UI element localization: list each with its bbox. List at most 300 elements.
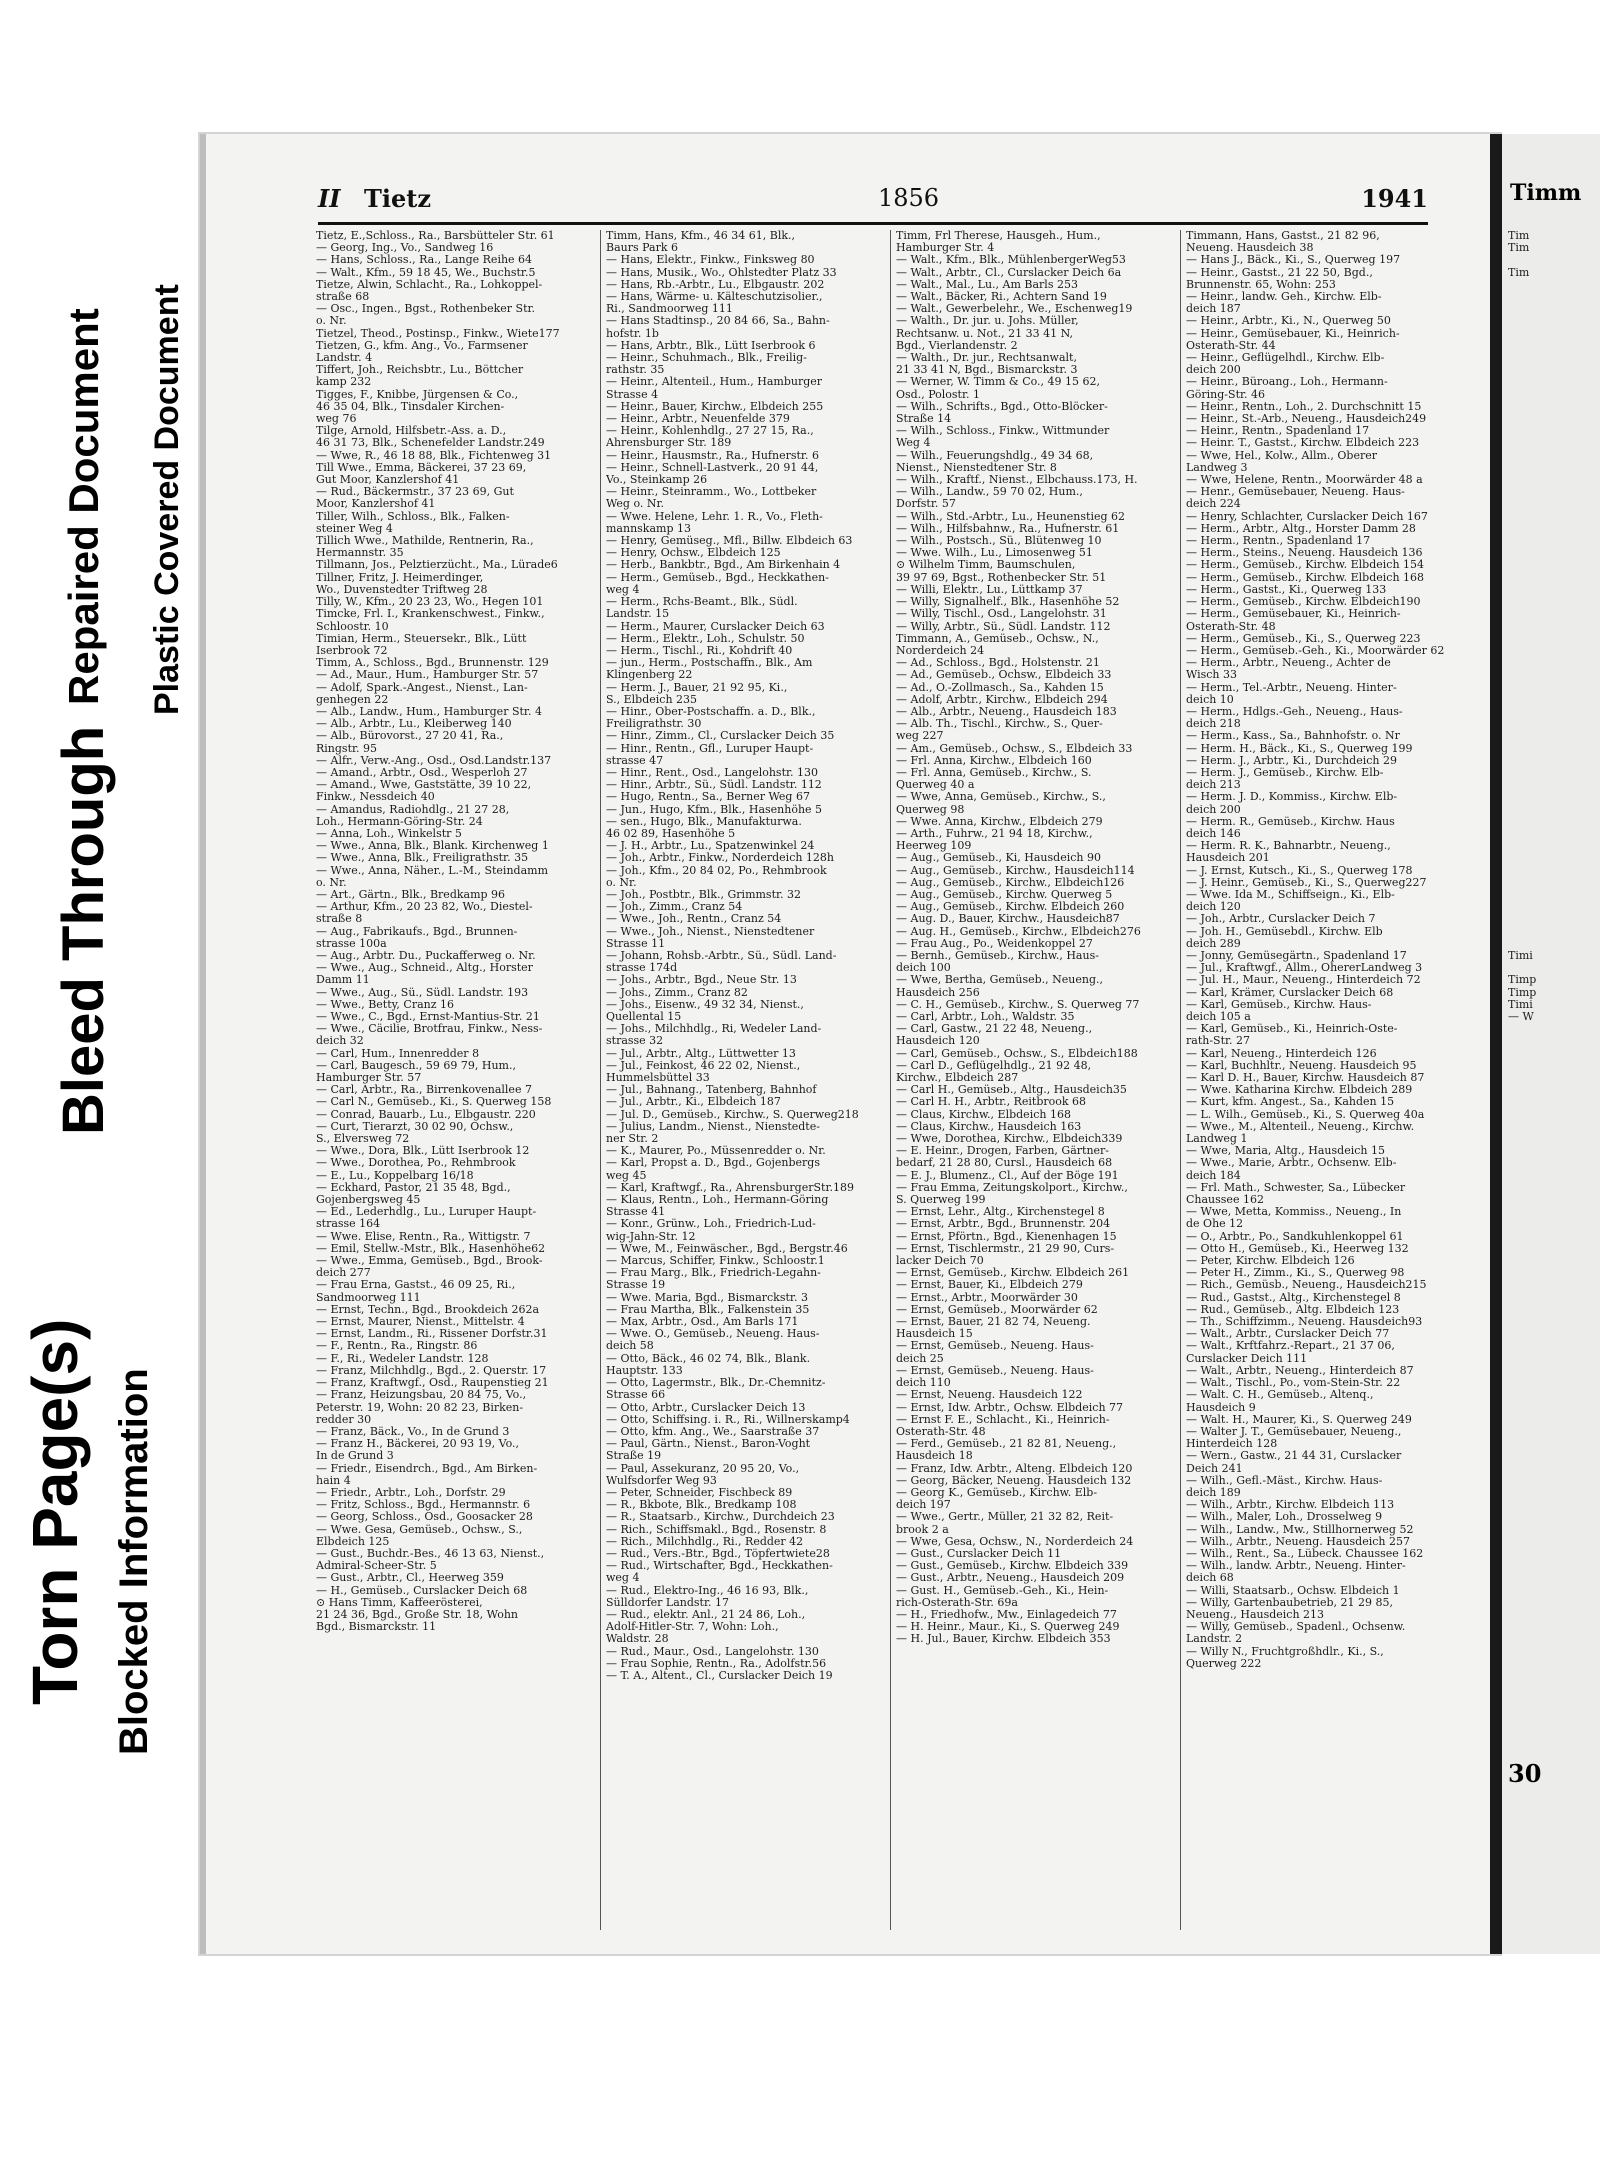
directory-entry: — Fritz, Schloss., Bgd., Hermannstr. 6 <box>316 1499 531 1512</box>
directory-entry: — Frau Sophie, Rentn., Ra., Adolfstr.56 <box>606 1657 827 1670</box>
directory-entry: — Wwe, Helene, Rentn., Moorwärder 48 a <box>1186 474 1423 487</box>
directory-entry: — Adolf, Arbtr., Kirchw., Elbdeich 294 <box>896 693 1108 706</box>
directory-entry: — Georg K., Gemüseb., Kirchw. Elb- <box>896 1486 1098 1499</box>
directory-entry: — Heinr., Schuhmach., Blk., Freilig- <box>606 352 807 365</box>
directory-entry: Tiller, Wilh., Schloss., Blk., Falken- <box>316 510 510 523</box>
adjacent-page-line <box>1508 254 1598 266</box>
directory-entry: — Ernst F. E., Schlacht., Ki., Heinrich- <box>896 1413 1110 1426</box>
directory-entry: Quellental 15 <box>606 1011 682 1023</box>
year: 1941 <box>1361 184 1428 213</box>
directory-entry: — Walt., Arbtr., Neueng., Hinterdeich 87 <box>1186 1364 1414 1377</box>
directory-entry: Deich 241 <box>1186 1462 1243 1475</box>
directory-entry: Baurs Park 6 <box>606 242 679 255</box>
directory-entry: Iserbrook 72 <box>316 644 388 657</box>
directory-entry: — Heinr., Kohlenhdlg., 27 27 15, Ra., <box>606 425 814 438</box>
directory-entry: — Wilh., Std.-Arbtr., Lu., Heunenstieg 62 <box>896 510 1126 523</box>
directory-entry: Wulfsdorfer Weg 93 <box>606 1474 717 1487</box>
directory-entry: — Wwe. Helene, Lehr. 1. R., Vo., Fleth- <box>606 510 823 523</box>
directory-entry: — Karl, Neueng., Hinterdeich 126 <box>1186 1047 1377 1060</box>
directory-entry: — Herm. J., Arbtr., Ki., Durchdeich 29 <box>1186 754 1397 767</box>
directory-entry: — Art., Gärtn., Blk., Bredkamp 96 <box>316 888 506 901</box>
adjacent-page-line <box>1508 889 1598 901</box>
adjacent-page-line <box>1508 669 1598 681</box>
directory-entry: — Frau Emma, Zeitungskolport., Kirchw., <box>896 1181 1128 1194</box>
directory-entry: deich 100 <box>896 962 951 975</box>
directory-entry: — Heinr., Geflügelhdl., Kirchw. Elb- <box>1186 352 1385 365</box>
directory-entry: Timm, A., Schloss., Bgd., Brunnenstr. 129 <box>316 657 549 670</box>
directory-entry: — Frau Erna, Gastst., 46 09 25, Ri., <box>316 1279 516 1292</box>
directory-entry: — Hans, Musik., Wo., Ohlstedter Platz 33 <box>606 266 837 279</box>
column-1 <box>316 230 594 1930</box>
directory-entry: deich 189 <box>1186 1486 1241 1499</box>
directory-entry: — Carl, Hum., Innenredder 8 <box>316 1047 480 1060</box>
directory-entry: Landweg 1 <box>1186 1133 1248 1146</box>
directory-entry: Elbdeich 125 <box>316 1535 390 1548</box>
directory-entry: Tiffert, Joh., Reichsbtr., Lu., Böttcher <box>316 364 524 377</box>
repaired-document-label: Repaired Document <box>60 308 107 705</box>
directory-entry: — Frau Aug., Po., Weidenkoppel 27 <box>896 937 1093 950</box>
directory-entry: Osd., Polostr. 1 <box>896 388 981 401</box>
adjacent-page-line <box>1508 926 1598 938</box>
directory-entry: — Rich., Milchhdlg., Ri., Redder 42 <box>606 1535 804 1548</box>
directory-entry: — Ad., Gemüseb., Ochsw., Elbdeich 33 <box>896 669 1112 682</box>
adjacent-page-line: — W <box>1508 1010 1534 1023</box>
directory-entry: Strasse 19 <box>606 1279 666 1292</box>
directory-entry: — Jul. H., Maur., Neueng., Hinterdeich 72 <box>1186 974 1421 987</box>
directory-entry: deich 58 <box>606 1340 654 1353</box>
directory-entry: — Wwe., Cäcilie, Brotfrau, Finkw., Ness- <box>316 1023 543 1036</box>
directory-entry: 46 35 04, Blk., Tinsdaler Kirchen- <box>316 400 505 413</box>
directory-entry: deich 200 <box>1186 364 1241 377</box>
directory-entry: — Ernst, Gemüseb., Neueng. Haus- <box>896 1340 1094 1353</box>
directory-entry: — Curt, Tierarzt, 30 02 90, Ochsw., <box>316 1120 514 1133</box>
directory-entry: — Rud., elektr. Anl., 21 24 86, Loh., <box>606 1608 806 1621</box>
directory-entry: In de Grund 3 <box>316 1450 394 1463</box>
directory-entry: — Rich., Gemüsb., Neueng., Hausdeich215 <box>1186 1279 1427 1292</box>
directory-entry: hofstr. 1b <box>606 327 659 340</box>
plastic-covered-label: Plastic Covered Document <box>148 284 186 715</box>
directory-entry: — Heinr., landw. Geh., Kirchw. Elb- <box>1186 291 1382 304</box>
directory-entry: Landweg 3 <box>1186 461 1248 474</box>
directory-entry: Vo., Steinkamp 26 <box>606 474 708 487</box>
adjacent-page-line <box>1508 352 1598 364</box>
directory-entry: Gut Moor, Kanzlershof 41 <box>316 474 460 487</box>
directory-entry: — Willy, Gemüseb., Spadenl., Ochsenw. <box>1186 1621 1406 1634</box>
directory-entry: — Wilh., Landw., 59 70 02, Hum., <box>896 486 1083 499</box>
book-gutter <box>1490 134 1502 1954</box>
directory-entry: — Gust., Arbtr., Cl., Heerweg 359 <box>316 1572 504 1585</box>
directory-entry: — Herm., Gemüseb., Kirchw. Elbdeich 168 <box>1186 571 1425 584</box>
directory-entry: Querweg 98 <box>896 803 965 816</box>
directory-entry: — Wwe., Emma, Gemüseb., Bgd., Brook- <box>316 1255 543 1268</box>
directory-entry: — Wilh., Gefl.-Mäst., Kirchw. Haus- <box>1186 1474 1383 1487</box>
directory-entry: ⊙ Wilhelm Timm, Baumschulen, <box>896 559 1076 572</box>
directory-entry: — J. Ernst, Kutsch., Ki., S., Querweg 178 <box>1186 864 1413 877</box>
directory-entry: Tietzel, Theod., Postinsp., Finkw., Wiete177 <box>316 327 560 340</box>
directory-entry: brook 2 a <box>896 1523 949 1536</box>
directory-entry: — Alb., Bürovorst., 27 20 41, Ra., <box>316 730 504 743</box>
directory-entry: — Otto, Arbtr., Curslacker Deich 13 <box>606 1401 806 1414</box>
directory-entry: — Peter H., Zimm., Ki., S., Querweg 98 <box>1186 1267 1405 1280</box>
directory-entry: — Jul., Kraftwgf., Allm., OhererLandweg 3 <box>1186 962 1423 975</box>
directory-entry: — Herm., Maurer, Curslacker Deich 63 <box>606 620 825 633</box>
adjacent-page-line <box>1508 804 1598 816</box>
directory-entry: — Herm. J., Gemüseb., Kirchw. Elb- <box>1186 766 1384 779</box>
adjacent-page-line <box>1508 498 1598 510</box>
directory-entry: — Herm. J. D., Kommiss., Kirchw. Elb- <box>1186 791 1398 804</box>
directory-entry: — Claus, Kirchw., Elbdeich 168 <box>896 1108 1071 1121</box>
directory-entry: — Wilh., Postsch., Sü., Blütenweg 10 <box>896 535 1102 548</box>
directory-entry: de Ohe 12 <box>1186 1218 1244 1231</box>
directory-entry: — Rud., Maur., Osd., Langelohstr. 130 <box>606 1645 819 1658</box>
directory-entry: Strasse 4 <box>606 388 659 401</box>
directory-entry: Tillner, Fritz, J. Heimerdinger, <box>316 571 484 584</box>
directory-entry: Tietz, E.,Schloss., Ra., Barsbütteler Str. 61 <box>316 230 555 242</box>
directory-entry: — C. H., Gemüseb., Kirchw., S. Querweg 77 <box>896 998 1140 1011</box>
directory-entry: Wo., Duvenstedter Triftweg 28 <box>316 583 488 596</box>
directory-entry: Chaussee 162 <box>1186 1194 1264 1207</box>
directory-entry: — Hinr., Ober-Postschaffn. a. D., Blk., <box>606 705 816 718</box>
directory-entry: — Arth., Fuhrw., 21 94 18, Kirchw., <box>896 827 1093 840</box>
directory-entry: 39 97 69, Bgst., Rothenbecker Str. 51 <box>896 571 1107 584</box>
adjacent-page-line <box>1508 315 1598 327</box>
directory-entry: — Rud., Gemüseb., Altg. Elbdeich 123 <box>1186 1303 1400 1316</box>
adjacent-page-line <box>1508 706 1598 718</box>
directory-entry: Hinterdeich 128 <box>1186 1438 1278 1451</box>
directory-entry: Hausdeich 9 <box>1186 1401 1256 1414</box>
directory-entry: — Amand., Arbtr., Osd., Wesperloh 27 <box>316 766 528 779</box>
directory-entry: — Carl D., Geflügelhdlg., 21 92 48, <box>896 1059 1092 1072</box>
scanned-page <box>200 134 1500 1954</box>
adjacent-page-line <box>1508 596 1598 608</box>
directory-entry: 21 33 41 N, Bgd., Bismarckstr. 3 <box>896 364 1078 377</box>
directory-entry: — Aug. D., Bauer, Kirchw., Hausdeich87 <box>896 913 1120 926</box>
adjacent-page-line <box>1508 303 1598 315</box>
directory-entry: — Henr., Gemüsebauer, Neueng. Haus- <box>1186 486 1405 499</box>
directory-entry: — Willy, Tischl., Osd., Langelohstr. 31 <box>896 608 1107 621</box>
directory-entry: mannskamp 13 <box>606 522 691 535</box>
adjacent-page-line <box>1508 511 1598 523</box>
directory-entry: — Karl D. H., Bauer, Kirchw. Hausdeich 87 <box>1186 1072 1425 1085</box>
directory-entry: ⊙ Hans Timm, Kaffeerösterei, <box>316 1596 483 1609</box>
directory-entry: rathstr. 35 <box>606 364 665 377</box>
directory-entry: — Wilh., Arbtr., Kirchw. Elbdeich 113 <box>1186 1499 1395 1512</box>
directory-entry: — Herm., Rchs-Beamt., Blk., Südl. <box>606 596 798 609</box>
directory-entry: 46 31 73, Blk., Schenefelder Landstr.249 <box>316 437 545 450</box>
directory-entry: — E., Lu., Koppelbarg 16/18 <box>316 1169 474 1182</box>
directory-entry: — H. Jul., Bauer, Kirchw. Elbdeich 353 <box>896 1633 1111 1646</box>
directory-entry: — Wilh., landw. Arbtr., Neueng. Hinter- <box>1186 1560 1406 1573</box>
directory-entry: deich 289 <box>1186 937 1241 950</box>
directory-entry: Osterath-Str. 48 <box>896 1425 986 1438</box>
adjacent-page-heading: Timm <box>1510 180 1582 206</box>
directory-entry: — Rud., Elektro-Ing., 46 16 93, Blk., <box>606 1584 809 1597</box>
directory-entry: Tilly, W., Kfm., 20 23 23, Wo., Hegen 101 <box>316 596 544 609</box>
directory-entry: — Walt. C. H., Gemüseb., Altenq., <box>1186 1389 1374 1402</box>
directory-entry: — Wwe., M., Altenteil., Neueng., Kirchw. <box>1186 1120 1415 1133</box>
directory-entry: deich 187 <box>1186 303 1241 316</box>
adjacent-page-line: Tim <box>1508 229 1530 242</box>
directory-entry: wig-Jahn-Str. 12 <box>606 1230 696 1243</box>
directory-entry: — Frl. Anna, Gemüseb., Kirchw., S. <box>896 766 1092 779</box>
adjacent-page-line <box>1508 291 1598 303</box>
directory-entry: — Wwe., Dorothea, Po., Rehmbrook <box>316 1157 516 1170</box>
column-3 <box>896 230 1174 1930</box>
directory-entry: — Wwe, Maria, Altg., Hausdeich 15 <box>1186 1145 1385 1158</box>
directory-entry: — Herm., Gemüseb., Kirchw. Elbdeich190 <box>1186 596 1421 609</box>
directory-entry: — Ernst, Idw. Arbtr., Ochsw. Elbdeich 77 <box>896 1401 1124 1414</box>
directory-entry: — Herm., Arbtr., Altg., Horster Damm 28 <box>1186 522 1416 535</box>
directory-entry: — Wilh., Schloss., Finkw., Wittmunder <box>896 425 1110 438</box>
directory-entry: — Jul., Arbtr., Ki., Elbdeich 187 <box>606 1096 781 1109</box>
directory-entry: — Heinr., Hausmstr., Ra., Hufnerstr. 6 <box>606 449 819 462</box>
directory-entry: Querweg 222 <box>1186 1657 1262 1670</box>
directory-entry: — Heinr., Steinramm., Wo., Lottbeker <box>606 486 817 499</box>
directory-entry: deich 224 <box>1186 498 1241 511</box>
adjacent-page-line <box>1508 523 1598 535</box>
directory-entry: — Joh., Kfm., 20 84 02, Po., Rehmbrook <box>606 864 827 877</box>
directory-entry: — Alb., Arbtr., Neueng., Hausdeich 183 <box>896 705 1117 718</box>
page-header <box>318 180 1428 225</box>
directory-entry: strasse 164 <box>316 1218 381 1231</box>
directory-entry: — Herm., Hdlgs.-Geh., Neueng., Haus- <box>1186 705 1403 718</box>
directory-entry: — Max, Arbtr., Osd., Am Barls 171 <box>606 1316 799 1329</box>
directory-entry: — Otto, kfm. Ang., We., Saarstraße 37 <box>606 1425 820 1438</box>
directory-entry: — Henry, Ochsw., Elbdeich 125 <box>606 547 781 560</box>
directory-entry: — Walth., Dr. jur. u. Johs. Müller, <box>896 315 1079 328</box>
adjacent-page-line <box>1508 913 1598 925</box>
directory-entry: — Hinr., Zimm., Cl., Curslacker Deich 35 <box>606 730 835 743</box>
adjacent-page-line <box>1508 852 1598 864</box>
directory-entry: redder 30 <box>316 1413 372 1426</box>
directory-entry: Hausdeich 256 <box>896 986 980 999</box>
directory-entry: — Herm., Gastst., Ki., Querweg 133 <box>1186 583 1387 596</box>
directory-entry: — Friedr., Arbtr., Loh., Dorfstr. 29 <box>316 1486 506 1499</box>
directory-entry: Hausdeich 18 <box>896 1450 973 1463</box>
directory-entry: — Jul. D., Gemüseb., Kirchw., S. Querweg218 <box>606 1108 859 1121</box>
directory-entry: Ri., Sandmoorweg 111 <box>606 303 733 316</box>
directory-entry: genhegen 22 <box>316 693 389 706</box>
adjacent-page-line <box>1508 657 1598 669</box>
directory-entry: — Heinr., Rentn., Loh., 2. Durchschnitt 15 <box>1186 400 1422 413</box>
directory-entry: ner Str. 2 <box>606 1133 659 1146</box>
directory-entry: — Wilh., Landw., Mw., Stillhornerweg 52 <box>1186 1523 1414 1536</box>
directory-entry: — E. J., Blumenz., Cl., Auf der Böge 191 <box>896 1169 1119 1182</box>
directory-entry: Tigges, F., Knibbe, Jürgensen & Co., <box>316 388 519 401</box>
directory-entry: deich 68 <box>1186 1572 1234 1585</box>
directory-entry: — Wwe, R., 46 18 88, Blk., Fichtenweg 31 <box>316 449 552 462</box>
directory-entry: deich 200 <box>1186 803 1241 816</box>
directory-entry: — Wilh., Feuerungshdlg., 49 34 68, <box>896 449 1094 462</box>
directory-entry: — H., Gemüseb., Curslacker Deich 68 <box>316 1584 528 1597</box>
directory-entry: — O., Arbtr., Po., Sandkuhlenkoppel 61 <box>1186 1230 1404 1243</box>
directory-entry: Strasse 66 <box>606 1389 666 1402</box>
directory-entry: — Anna, Loh., Winkelstr 5 <box>316 827 462 840</box>
directory-entry: — Willy, Arbtr., Sü., Südl. Landstr. 112 <box>896 620 1111 633</box>
directory-entry: — Hans, Schloss., Ra., Lange Reihe 64 <box>316 254 533 267</box>
adjacent-page-line <box>1508 633 1598 645</box>
directory-entry: — Herm., Elektr., Loh., Schulstr. 50 <box>606 632 805 645</box>
directory-entry: — Herm., Kass., Sa., Bahnhofstr. o. Nr <box>1186 730 1400 743</box>
directory-entry: — Rud., Wirtschafter, Bgd., Heckkathen- <box>606 1560 833 1573</box>
adjacent-page-line <box>1508 279 1598 291</box>
directory-entry: Weg o. Nr. <box>606 498 665 511</box>
directory-entry: Neueng., Hausdeich 213 <box>1186 1608 1325 1621</box>
directory-entry: — Ernst, Pförtn., Bgd., Kienenhagen 15 <box>896 1230 1117 1243</box>
directory-entry: — Walter J. T., Gemüsebauer, Neueng., <box>1186 1425 1402 1438</box>
adjacent-page-column <box>1508 230 1598 1023</box>
column-4 <box>1186 230 1464 1930</box>
directory-entry: — Amand., Wwe, Gaststätte, 39 10 22, <box>316 779 532 792</box>
directory-entry: — Peter, Schneider, Fischbeck 89 <box>606 1486 793 1499</box>
directory-entry: — Walt., Gewerbelehr., We., Eschenweg19 <box>896 303 1133 316</box>
directory-entry: rath-Str. 27 <box>1186 1035 1251 1048</box>
directory-entry: deich 25 <box>896 1352 944 1365</box>
directory-entry: Rechtsanw. u. Not., 21 33 41 N, <box>896 327 1073 340</box>
directory-entry: — Willi, Elektr., Lu., Lüttkamp 37 <box>896 583 1083 596</box>
directory-entry: — Herm., Tischl., Ri., Kohdrift 40 <box>606 644 793 657</box>
directory-entry: o. Nr. <box>316 876 347 889</box>
directory-entry: — Wwe. Katharina Kirchw. Elbdeich 289 <box>1186 1084 1413 1097</box>
adjacent-page <box>1502 134 1600 1954</box>
adjacent-page-line <box>1508 816 1598 828</box>
directory-entry: — Walt. H., Maurer, Ki., S. Querweg 249 <box>1186 1413 1412 1426</box>
adjacent-page-line <box>1508 743 1598 755</box>
directory-entry: Timcke, Frl. I., Krankenschwest., Finkw., <box>316 608 545 621</box>
directory-entry: — Wwe., Joh., Nienst., Nienstedtener <box>606 925 815 938</box>
directory-entry: — Gust., Curslacker Deich 11 <box>896 1547 1062 1560</box>
directory-entry: Göring-Str. 46 <box>1186 388 1266 401</box>
directory-entry: — Wwe., Aug., Sü., Südl. Landstr. 193 <box>316 986 529 999</box>
directory-entry: — Herm. J., Bauer, 21 92 95, Ki., <box>606 681 788 694</box>
directory-entry: — Wwe. Gesa, Gemüseb., Ochsw., S., <box>316 1523 523 1536</box>
directory-entry: — Walt., Tischl., Po., vom-Stein-Str. 22 <box>1186 1377 1401 1390</box>
directory-entry: Timmann, Hans, Gastst., 21 82 96, <box>1186 230 1380 242</box>
directory-entry: — Frl. Anna, Kirchw., Elbdeich 160 <box>896 754 1092 767</box>
directory-entry: — Karl, Kraftwgf., Ra., AhrensburgerStr.189 <box>606 1181 854 1194</box>
directory-entry: — Rich., Schiffsmakl., Bgd., Rosenstr. 8 <box>606 1523 827 1536</box>
directory-entry: — L. Wilh., Gemüseb., Ki., S. Querweg 40a <box>1186 1108 1425 1121</box>
adjacent-page-line <box>1508 608 1598 620</box>
adjacent-page-line <box>1508 389 1598 401</box>
directory-entry: — Alb., Landw., Hum., Hamburger Str. 4 <box>316 705 542 718</box>
directory-entry: — Kurt, kfm. Angest., Sa., Kahden 15 <box>1186 1096 1395 1109</box>
directory-entry: — Emil, Stellw.-Mstr., Blk., Hasenhöhe62 <box>316 1242 546 1255</box>
directory-entry: Klingenberg 22 <box>606 669 693 682</box>
directory-entry: Weg 4 <box>896 437 931 450</box>
directory-entry: — Aug., Gemüseb., Ki, Hausdeich 90 <box>896 852 1101 865</box>
directory-entry: — Ernst, Gemüseb., Kirchw. Elbdeich 261 <box>896 1267 1130 1280</box>
directory-entry: Tietze, Alwin, Schlacht., Ra., Lohkoppel- <box>316 278 543 291</box>
directory-entry: — Wwe. Anna, Kirchw., Elbdeich 279 <box>896 815 1103 828</box>
directory-entry: Peterstr. 19, Wohn: 20 82 23, Birken- <box>316 1401 524 1414</box>
directory-entry: — Johs., Zimm., Cranz 82 <box>606 986 748 999</box>
section-number: II <box>318 184 341 213</box>
directory-entry: — Aug., Gemüseb., Kirchw., Elbdeich126 <box>896 876 1125 889</box>
adjacent-page-line: Timp <box>1508 985 1537 999</box>
directory-entry: — Wilh., Maler, Loh., Drosselweg 9 <box>1186 1511 1383 1524</box>
directory-entry: — Gust. H., Gemüseb.-Geh., Ki., Hein- <box>896 1584 1109 1597</box>
directory-entry: — Johs., Eisenw., 49 32 34, Nienst., <box>606 998 804 1011</box>
directory-entry: Waldstr. 28 <box>606 1633 669 1646</box>
directory-entry: Sülldorfer Landstr. 17 <box>606 1596 730 1609</box>
directory-entry: Hausdeich 201 <box>1186 852 1270 865</box>
directory-entry: Osterath-Str. 44 <box>1186 339 1276 352</box>
directory-entry: Straße 14 <box>896 413 952 426</box>
directory-entry: — Ernst, Gemüseb., Moorwärder 62 <box>896 1303 1098 1316</box>
directory-entry: — Johs., Milchhdlg., Ri, Wedeler Land- <box>606 1023 822 1036</box>
directory-entry: — Wwe., Anna, Blk., Blank. Kirchenweg 1 <box>316 840 549 853</box>
adjacent-page-line <box>1508 730 1598 742</box>
adjacent-page-line <box>1508 572 1598 584</box>
directory-entry: — R., Staatsarb., Kirchw., Durchdeich 23 <box>606 1511 835 1524</box>
directory-entry: — Karl, Buchhltr., Neueng. Hausdeich 95 <box>1186 1059 1417 1072</box>
directory-entry: S., Elbdeich 235 <box>606 693 698 706</box>
directory-entry: Timm, Frl Therese, Hausgeh., Hum., <box>896 230 1101 242</box>
directory-entry: — Henry, Gemüseg., Mfl., Billw. Elbdeich 63 <box>606 535 853 548</box>
directory-entry: — Friedr., Eisendrch., Bgd., Am Birken- <box>316 1462 538 1475</box>
directory-entry: — Herm., Arbtr., Neueng., Achter de <box>1186 657 1391 670</box>
directory-entry: — Herm., Gemüseb., Ki., S., Querweg 223 <box>1186 632 1421 645</box>
directory-entry: — Herm., Gemüseb.-Geh., Ki., Moorwärder 62 <box>1186 644 1445 657</box>
directory-entry: deich 277 <box>316 1267 371 1280</box>
directory-entry: — Hans Stadtinsp., 20 84 66, Sa., Bahn- <box>606 315 830 328</box>
directory-entry: — Johs., Arbtr., Bgd., Neue Str. 13 <box>606 974 797 987</box>
directory-entry: — H. Heinr., Maur., Ki., S. Querweg 249 <box>896 1621 1120 1634</box>
directory-entry: — Joh., Arbtr., Curslacker Deich 7 <box>1186 913 1376 926</box>
directory-entry: — Konr., Grünw., Loh., Friedrich-Lud- <box>606 1218 816 1231</box>
directory-entry: — Franz, Milchhdlg., Bgd., 2. Querstr. 17 <box>316 1364 547 1377</box>
directory-entry: — Herm., Gemüseb., Kirchw. Elbdeich 154 <box>1186 559 1425 572</box>
directory-entry: — Wwe. Elise, Rentn., Ra., Wittigstr. 7 <box>316 1230 531 1243</box>
directory-entry: lacker Deich 70 <box>896 1255 984 1268</box>
directory-entry: 21 24 36, Bgd., Große Str. 18, Wohn <box>316 1608 518 1621</box>
adjacent-page-line <box>1508 425 1598 437</box>
directory-entry: — Alb. Th., Tischl., Kirchw., S., Quer- <box>896 718 1103 731</box>
directory-entry: — Willi, Staatsarb., Ochsw. Elbdeich 1 <box>1186 1584 1400 1597</box>
directory-entry: — Hans, Arbtr., Blk., Lütt Iserbrook 6 <box>606 339 816 352</box>
adjacent-page-line <box>1508 901 1598 913</box>
directory-entry: — Ad., O.-Zollmasch., Sa., Kahden 15 <box>896 681 1104 694</box>
directory-entry: Norderdeich 24 <box>896 644 985 657</box>
adjacent-page-line <box>1508 779 1598 791</box>
directory-entry: Curslacker Deich 111 <box>1186 1352 1308 1365</box>
directory-entry: — Walt., Arbtr., Cl., Curslacker Deich 6a <box>896 266 1122 279</box>
directory-entry: — K., Maurer, Po., Müssenredder o. Nr. <box>606 1145 826 1158</box>
directory-entry: — Hinr., Rent., Osd., Langelohstr. 130 <box>606 766 819 779</box>
adjacent-page-line <box>1508 682 1598 694</box>
directory-entry: — Jul., Feinkost, 46 22 02, Nienst., <box>606 1059 801 1072</box>
directory-entry: steiner Weg 4 <box>316 522 393 535</box>
directory-entry: — Wwe. O., Gemüseb., Neueng. Haus- <box>606 1328 820 1341</box>
adjacent-page-line <box>1508 450 1598 462</box>
directory-entry: — Wilh., Kraftf., Nienst., Elbchauss.173, H. <box>896 474 1138 487</box>
directory-entry: deich 146 <box>1186 827 1241 840</box>
blocked-information-label: Blocked Information <box>112 1368 156 1755</box>
directory-entry: — Julius, Landm., Nienst., Nienstedte- <box>606 1120 820 1133</box>
directory-entry: strasse 47 <box>606 754 664 767</box>
directory-entry: Ahrensburger Str. 189 <box>606 437 732 450</box>
directory-entry: Bgd., Bismarckstr. 11 <box>316 1621 437 1634</box>
directory-entry: — Osc., Ingen., Bgst., Rothenbeker Str. <box>316 303 536 316</box>
adjacent-page-line <box>1508 840 1598 852</box>
directory-entry: — Ernst, Arbtr., Bgd., Brunnenstr. 204 <box>896 1218 1111 1231</box>
directory-entry: — Wwe., Gertr., Müller, 21 32 82, Reit- <box>896 1511 1114 1524</box>
directory-entry: — Herm., Gemüsebauer, Ki., Heinrich- <box>1186 608 1401 621</box>
directory-entry: — Aug., Gemüseb., Kirchw. Elbdeich 260 <box>896 901 1125 914</box>
directory-entry: — Klaus, Rentn., Loh., Hermann-Göring <box>606 1194 829 1207</box>
adjacent-page-line <box>1508 376 1598 388</box>
